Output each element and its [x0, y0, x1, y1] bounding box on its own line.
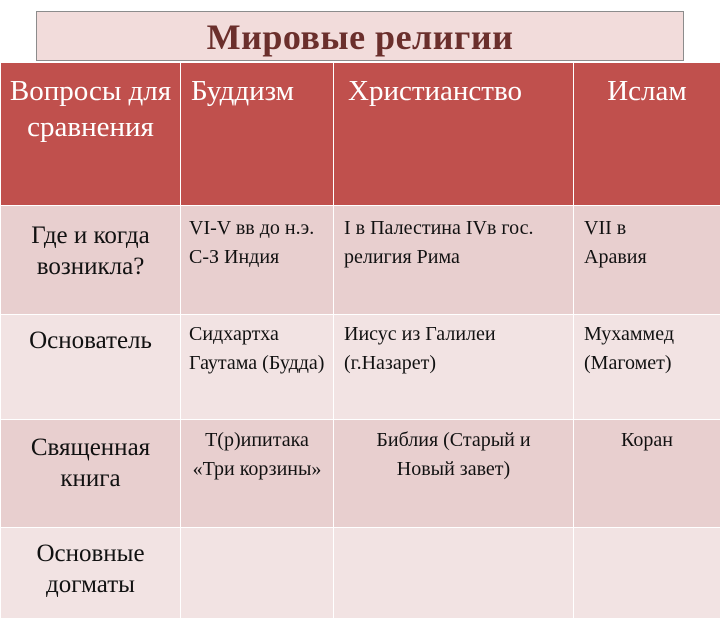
row-buddhism: Сидхартха Гаутама (Будда)	[181, 315, 334, 420]
row-christianity: Библия (Старый и Новый завет)	[334, 420, 574, 528]
header-islam: Ислам	[574, 63, 720, 206]
row-question: Основатель	[1, 315, 181, 420]
table-header-row	[1, 63, 720, 206]
row-question: Священная книга	[1, 420, 181, 528]
table-row	[1, 315, 720, 420]
row-islam: Коран	[574, 420, 720, 528]
row-christianity: I в Палестина IVв гос. религия Рима	[334, 206, 574, 315]
row-islam: Мухаммед (Магомет)	[574, 315, 720, 420]
row-question: Где и когда возникла?	[1, 206, 181, 315]
row-question: Основные догматы	[1, 528, 181, 619]
row-islam: VII в Аравия	[574, 206, 720, 315]
row-buddhism: VI-V вв до н.э. С-З Индия	[181, 206, 334, 315]
table-row	[1, 528, 720, 619]
header-christianity: Христианство	[334, 63, 574, 206]
page-title: Мировые религии	[207, 16, 514, 58]
row-christianity: Иисус из Галилеи (г.Назарет)	[334, 315, 574, 420]
header-buddhism: Буддизм	[181, 63, 334, 206]
comparison-table	[0, 62, 720, 619]
row-buddhism: Т(р)ипитака «Три корзины»	[181, 420, 334, 528]
row-christianity	[334, 528, 574, 619]
row-islam	[574, 528, 720, 619]
table-row	[1, 206, 720, 315]
row-buddhism	[181, 528, 334, 619]
header-questions: Вопросы для сравнения	[1, 63, 181, 206]
table-row	[1, 420, 720, 528]
title-banner	[36, 11, 684, 61]
